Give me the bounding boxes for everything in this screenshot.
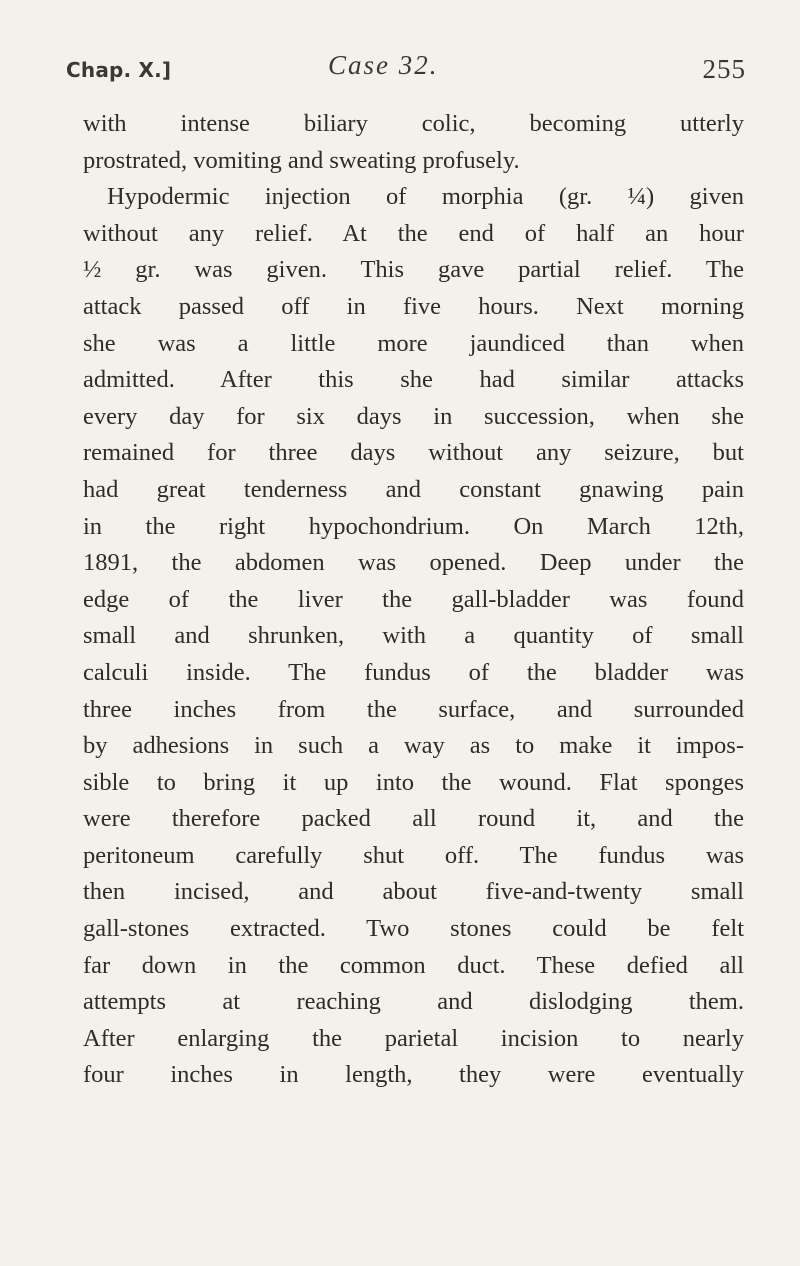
text-line: in the right hypochondrium. On March 12th, (83, 512, 744, 540)
text-line: then incised, and about five-and-twenty small (83, 878, 744, 906)
text-line: sible to bring it up into the wound. Flat sponges (83, 768, 744, 796)
page-number: 255 (702, 54, 746, 84)
text-line: without any relief. At the end of half an hour (83, 219, 744, 247)
text-line: peritoneum carefully shut off. The fundus was (83, 841, 744, 869)
body-text (83, 106, 744, 1094)
running-header (66, 52, 746, 92)
text-line: with intense biliary colic, becoming utterly (83, 110, 744, 137)
text-line: small and shrunken, with a quantity of small (83, 622, 744, 650)
text-line: were therefore packed all round it, and the (83, 805, 744, 833)
text-line: calculi inside. The fundus of the bladder was (83, 658, 744, 686)
chapter-label: Chap. X.] (66, 58, 172, 82)
text-line: she was a little more jaundiced than when (83, 329, 744, 357)
text-line: ½ gr. was given. This gave partial relief. The (83, 256, 744, 284)
text-line: every day for six days in succession, when she (83, 402, 744, 430)
text-line: three inches from the surface, and surrounded (83, 695, 744, 723)
text-line: Hypodermic injection of morphia (gr. ¼) given (107, 183, 744, 211)
text-line: attack passed off in five hours. Next morning (83, 292, 744, 320)
text-line: four inches in length, they were eventually (83, 1061, 744, 1089)
text-line: admitted. After this she had similar attacks (83, 366, 744, 394)
text-line: far down in the common duct. These defied all (83, 951, 744, 979)
text-line: edge of the liver the gall-bladder was found (83, 585, 744, 613)
text-line: After enlarging the parietal incision to nearly (83, 1024, 744, 1052)
case-title: Case 32. (328, 50, 439, 80)
text-line: by adhesions in such a way as to make it impos- (83, 732, 744, 760)
text-line: prostrated, vomiting and sweating profusely. (83, 146, 520, 174)
text-line: gall-stones extracted. Two stones could be felt (83, 915, 744, 943)
text-line: remained for three days without any seizure, but (83, 439, 744, 467)
text-line: 1891, the abdomen was opened. Deep under the (83, 549, 744, 577)
text-line: attempts at reaching and dislodging them. (83, 988, 744, 1016)
text-line: had great tenderness and constant gnawing pain (83, 475, 744, 503)
